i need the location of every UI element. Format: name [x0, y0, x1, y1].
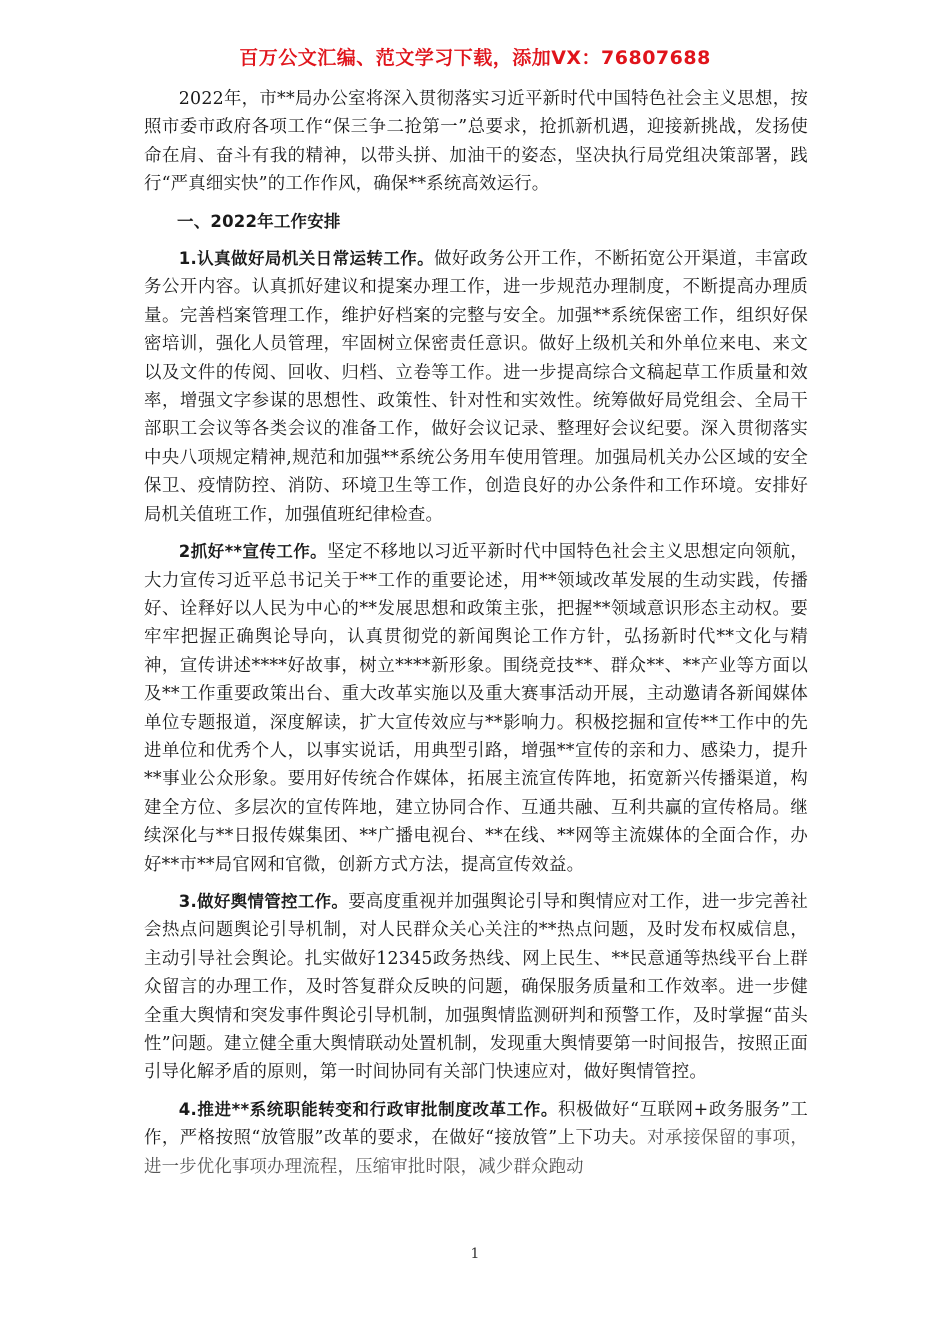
item-body-1: 做好政务公开工作，不断拓宽公开渠道，丰富政务公开内容。认真抓好建议和提案办理工作，进一步规范办理制度，不断提高办理质量。完善档案管理工作，维护好档案的完整与安全。加强**系统保密工作，组织好保密培训，强化人员管理，牢固树立保密责任意识。做好上级机关和外单位来电、来文以及文件的传阅、回收、归档、立卷等工作。进一步提高综合文稿起草工作质量和效率，增强文字参谋的思想性、政策性、针对性和实效性。统筹做好局党组会、全局干部职工会议等各类会议的准备工作，做好会议记录、整理好会议纪要。深入贯彻落实中央八项规定精神,规范和加强**系统公务用车使用管理。加强局机关办公区域的安全保卫、疫情防控、消防、环境卫生等工作，创造良好的办公条件和工作环境。安排好局机关值班工作，加强值班纪律检查。 [144, 249, 808, 525]
document-body [144, 85, 808, 1181]
page-number: 1 [470, 1246, 480, 1262]
section-heading: 一、2022年工作安排 [177, 211, 341, 231]
item-paragraph-1 [144, 245, 808, 529]
item-body-2: 坚定不移地以习近平新时代中国特色社会主义思想定向领航，大力宣传习近平总书记关于**工作的重要论述，用**领域改革发展的生动实践，传播好、诠释好以人民为中心的**发展思想和政策主张，把握**领域意识形态主动权。要牢牢把握正确舆论导向，认真贯彻党的新闻舆论工作方针，弘扬新时代**文化与精神，宣传讲述****好故事，树立****新形象。围绕竞技**、群众**、**产业等方面以及**工作重要政策出台、重大改革实施以及重大赛事活动开展，主动邀请各新闻媒体单位专题报道，深度解读，扩大宣传效应与**影响力。积极挖掘和宣传**工作中的先进单位和优秀个人，以事实说话，用典型引路，增强**宣传的亲和力、感染力，提升**事业公众形象。要用好传统合作媒体，拓展主流宣传阵地，拓宽新兴传播渠道，构建全方位、多层次的宣传阵地，建立协同合作、互通共融、互利共赢的宣传格局。继续深化与**日报传媒集团、**广播电视台、**在线、**网等主流媒体的全面合作，办好**市**局官网和官微，创新方式方法，提高宣传效益。 [144, 542, 808, 875]
item-body-4-faded: 对承接保留的事项，进一步优化事项办理流程，压缩审批时限，减少群众跑动 [144, 1128, 808, 1177]
item-lead-2: 2抓好**宣传工作。 [178, 542, 328, 562]
item-paragraph-4 [144, 1096, 808, 1181]
item-lead-1: 1.认真做好局机关日常运转工作。 [178, 249, 435, 269]
promo-banner: 百万公文汇编、范文学习下载，添加VX：76807688 [239, 47, 711, 69]
item-lead-4: 4.推进**系统职能转变和行政审批制度改革工作。 [178, 1099, 558, 1119]
item-body-3: 要高度重视并加强舆论引导和舆情应对工作，进一步完善社会热点问题舆论引导机制，对人民群众关心关注的**热点问题，及时发布权威信息，主动引导社会舆论。扎实做好12345政务热线、网上民生、**民意通等热线平台上群众留言的办理工作，及时答复群众反映的问题，确保服务质量和工作效率。进一步健全重大舆情和突发事件舆论引导机制，加强舆情监测研判和预警工作，及时掌握“苗头性”问题。建立健全重大舆情联动处置机制，发现重大舆情要第一时间报告，按照正面引导化解矛盾的原则，第一时间协同有关部门快速应对，做好舆情管控。 [144, 891, 808, 1083]
intro-paragraph: 2022年，市**局办公室将深入贯彻落实习近平新时代中国特色社会主义思想，按照市委市政府各项工作“保三争二抢第一”总要求，抢抓新机遇，迎接新挑战，发扬使命在肩、奋斗有我的精神，以带头拼、加油干的姿态，坚决执行局党组决策部署，践行“严真细实快”的工作作风，确保**系统高效运行。 [144, 89, 808, 195]
item-paragraph-3 [144, 888, 808, 1087]
item-paragraph-2 [144, 538, 808, 879]
item-body-4: 积极做好“互联网+政务服务”工作，严格按照“放管服”改革的要求，在做好“接放管”上下功夫。 [144, 1099, 808, 1149]
item-lead-3: 3.做好舆情管控工作。 [178, 891, 349, 911]
